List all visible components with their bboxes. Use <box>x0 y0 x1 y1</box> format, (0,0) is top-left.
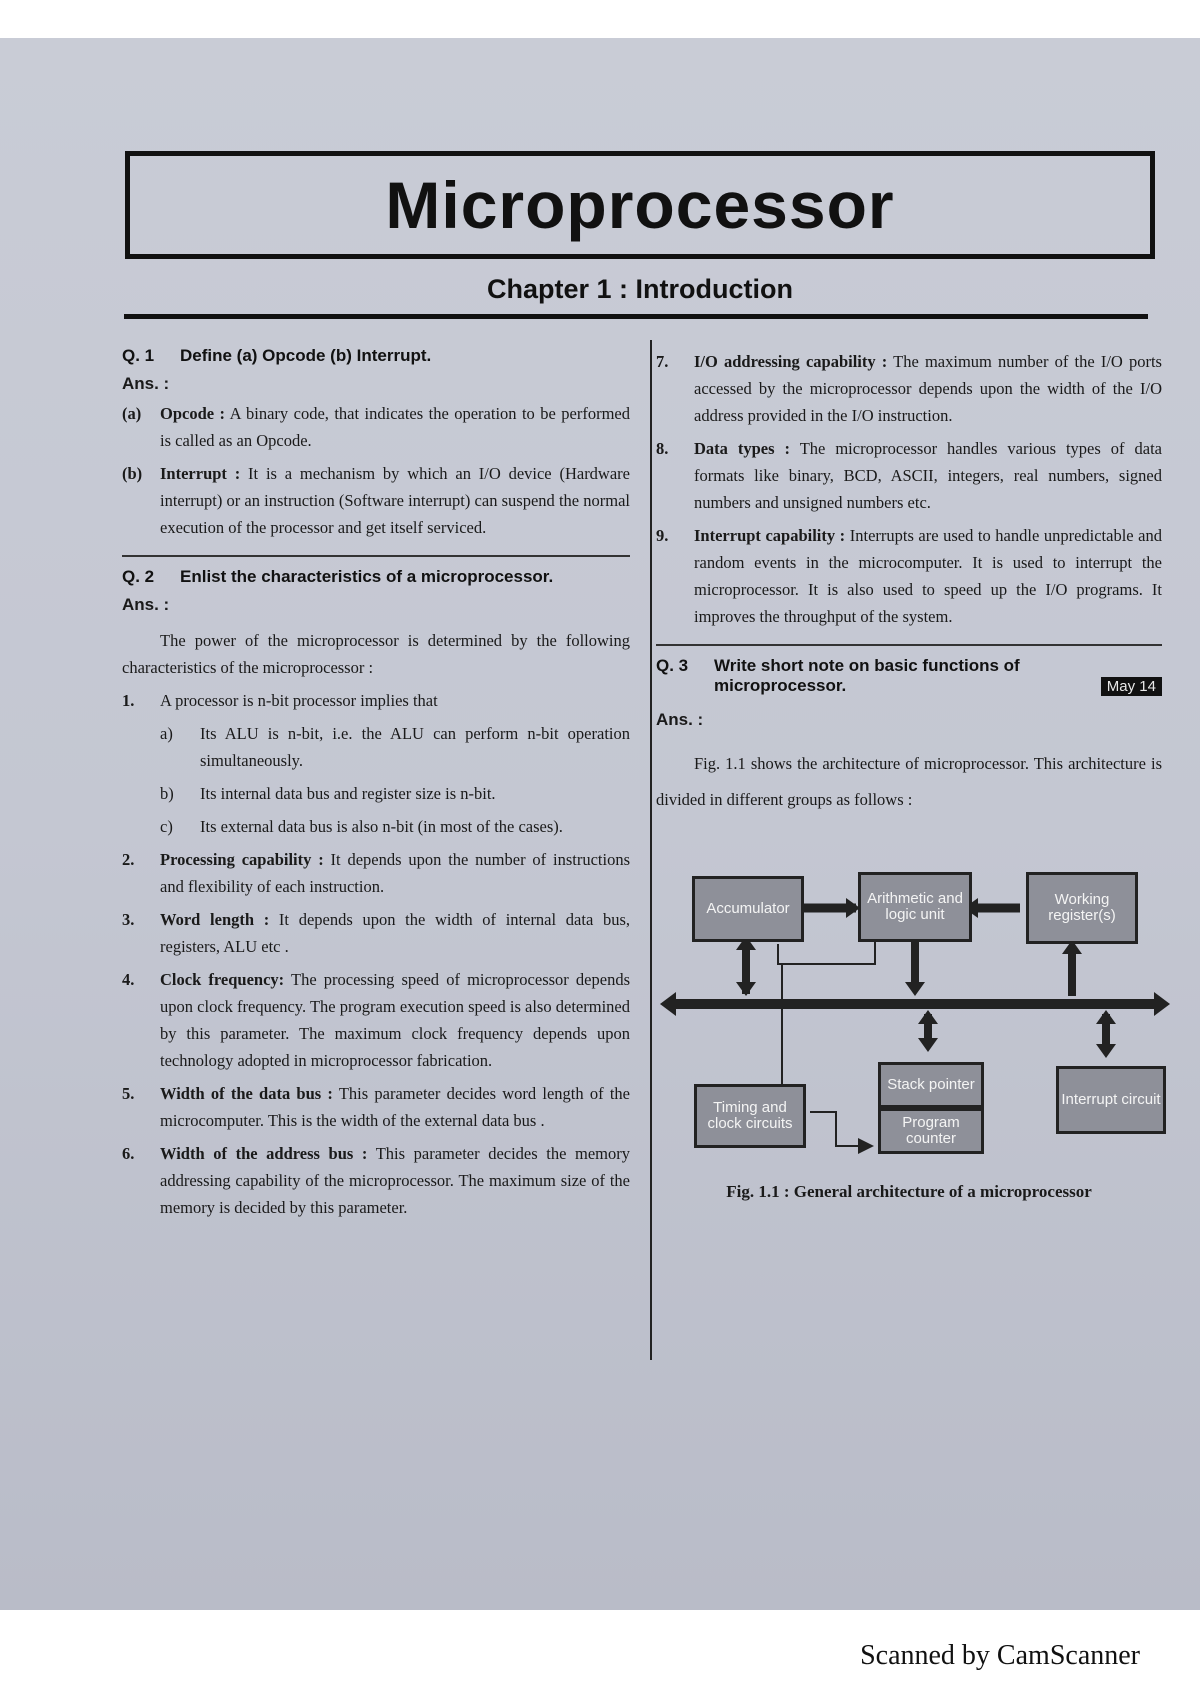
item-number: 3. <box>122 910 135 929</box>
question-1 <box>122 346 630 366</box>
list-item <box>122 966 630 1074</box>
item-text: This parameter decides word length of the microcomputer. This is the width of the external data bus . <box>160 1084 630 1130</box>
list-item <box>656 348 1162 429</box>
column-divider <box>650 340 652 1360</box>
sub-label: b) <box>160 784 174 803</box>
working-registers-block <box>1026 872 1138 944</box>
term: Processing capability : <box>160 850 324 869</box>
sub-item <box>122 780 630 807</box>
page-title: Microprocessor <box>385 168 895 242</box>
question-text: Define (a) Opcode (b) Interrupt. <box>180 346 432 365</box>
question-number: Q. 2 <box>122 567 155 586</box>
term: Interrupt : <box>160 464 241 483</box>
list-item <box>122 1140 630 1221</box>
right-column <box>656 348 1162 818</box>
program-counter-block <box>878 1108 984 1154</box>
item-text: The microprocessor handles various types of data formats like binary, BCD, ASCII, integers, real numbers, signed numbers and unsigned numbers etc. <box>694 439 1162 512</box>
definition: It is a mechanism by which an I/O device (Hardware interrupt) or an instruction (Software interrupt) can suspend the normal execution of the processor and get itself serviced. <box>160 464 630 537</box>
scanner-watermark: Scanned by CamScanner <box>860 1640 1140 1671</box>
item-number: 6. <box>122 1144 135 1163</box>
sub-text: Its external data bus is also n-bit (in most of the cases). <box>200 817 563 836</box>
item-body <box>160 1080 630 1134</box>
item-body <box>694 435 1162 516</box>
answer-label: Ans. : <box>656 710 704 729</box>
item-number: 2. <box>122 850 135 869</box>
list-item <box>122 846 630 900</box>
term: Clock frequency: <box>160 970 285 989</box>
chapter-heading: Chapter 1 : Introduction <box>487 274 793 304</box>
question-2 <box>122 567 630 587</box>
definition: A binary code, that indicates the operation to be performed is called as an Opcode. <box>160 404 630 450</box>
item-text: This parameter decides the memory addressing capability of the microprocessor. The maximum size of the memory is decided by this parameter. <box>160 1144 631 1217</box>
alu-block <box>858 872 972 942</box>
item-number: 9. <box>656 526 669 545</box>
block-label: Timing and clock circuits <box>707 1099 793 1132</box>
block-label: Program counter <box>902 1114 960 1147</box>
term: Word length : <box>160 910 270 929</box>
question-text: Write short note on basic functions of microprocessor. <box>714 656 1020 695</box>
item-text: Interrupts are used to handle unpredictable and random events in the microcomputer. It is used to interrupt the microprocessor. It is also used to speed up the I/O programs. It improves the throughput of the system. <box>694 526 1162 626</box>
item-body <box>694 348 1162 429</box>
list-item <box>122 1080 630 1134</box>
section-rule <box>122 555 630 557</box>
item-number: 5. <box>122 1084 135 1103</box>
block-label: Arithmetic and logic unit <box>867 890 963 923</box>
term: Data types : <box>694 439 791 458</box>
term: Width of the address bus : <box>160 1144 368 1163</box>
block-label: Accumulator <box>706 900 790 917</box>
timing-block <box>694 1084 806 1148</box>
item-number: 1. <box>122 691 135 710</box>
term: Width of the data bus : <box>160 1084 333 1103</box>
item-body <box>160 966 630 1074</box>
sub-label: a) <box>160 724 173 743</box>
item-body <box>160 846 630 900</box>
answer-label: Ans. : <box>122 374 170 393</box>
item-text: The maximum number of the I/O ports accessed by the microprocessor depends upon the width of the I/O address provided in the I/O instruction. <box>694 352 1162 425</box>
part-label: (a) <box>122 404 142 423</box>
exam-badge: May 14 <box>1101 677 1162 696</box>
block-label: Interrupt circuit <box>1061 1091 1161 1108</box>
sub-item <box>122 720 630 774</box>
list-item <box>656 522 1162 630</box>
part-body <box>160 460 630 541</box>
question-3 <box>656 656 1162 696</box>
item-number: 4. <box>122 970 135 989</box>
question-number: Q. 3 <box>656 656 689 675</box>
sub-label: c) <box>160 817 173 836</box>
block-label: Stack pointer <box>887 1076 975 1093</box>
figure-caption: Fig. 1.1 : General architecture of a microprocessor <box>726 1182 1092 1201</box>
question-text: Enlist the characteristics of a microprocessor. <box>180 567 554 586</box>
item-body <box>160 906 630 960</box>
term: Interrupt capability : <box>694 526 846 545</box>
part-body <box>160 400 630 454</box>
block-label: Working register(s) <box>1048 891 1116 924</box>
part-label: (b) <box>122 464 143 483</box>
term: Opcode : <box>160 404 226 423</box>
chapter-rule <box>124 314 1148 319</box>
term: I/O addressing capability : <box>694 352 888 371</box>
list-item <box>122 687 630 714</box>
item-body <box>694 522 1162 630</box>
interrupt-block <box>1056 1066 1166 1134</box>
left-column <box>122 346 630 1221</box>
item-text: A processor is n-bit processor implies that <box>160 691 438 710</box>
list-item <box>122 906 630 960</box>
title-box <box>126 152 1154 258</box>
answer-label: Ans. : <box>122 595 170 614</box>
q1-part-a <box>122 400 630 454</box>
sub-text: Its ALU is n-bit, i.e. the ALU can perform n-bit operation simultaneously. <box>200 724 630 770</box>
item-text: It depends upon the width of internal data bus, registers, ALU etc . <box>160 910 631 956</box>
sub-item <box>122 813 630 840</box>
stack-pointer-block <box>878 1062 984 1108</box>
section-rule <box>656 644 1162 646</box>
item-number: 8. <box>656 439 669 458</box>
q3-intro: Fig. 1.1 shows the architecture of microprocessor. This architecture is divided in different groups as follows : <box>656 754 1162 809</box>
sub-text: Its internal data bus and register size is n-bit. <box>200 784 496 803</box>
accumulator-block <box>692 876 804 942</box>
architecture-diagram <box>660 868 1170 1178</box>
item-text: It depends upon the number of instructions and flexibility of each instruction. <box>160 850 630 896</box>
question-number: Q. 1 <box>122 346 155 365</box>
list-item <box>656 435 1162 516</box>
q2-intro: The power of the microprocessor is determined by the following characteristics of the microprocessor : <box>122 631 630 677</box>
item-body <box>160 1140 630 1221</box>
q1-part-b <box>122 460 630 541</box>
item-text: The processing speed of microprocessor depends upon clock frequency. The program execution speed is also determined by this parameter. The maximum clock frequency depends upon technology adopted in microprocessor fabrication. <box>160 970 630 1070</box>
item-number: 7. <box>656 352 669 371</box>
